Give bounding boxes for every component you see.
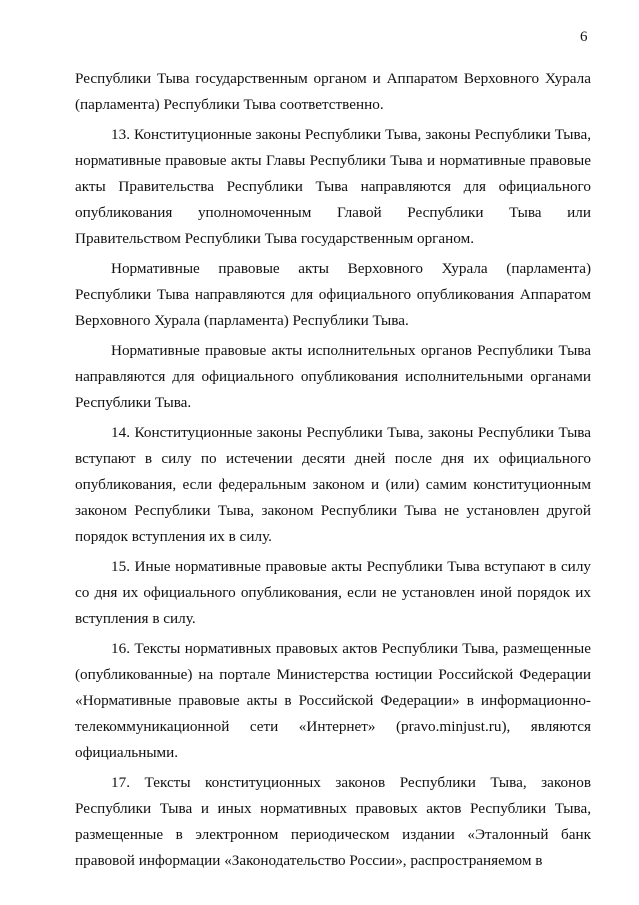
document-body — [75, 66, 591, 878]
paragraph-17: 17. Тексты конституционных законов Республики Тыва, законов Республики Тыва и иных нормативных правовых актов Республики Тыва, размещенные в электронном периодическом издании «Эталонный банк правовой информации «Законодательство России», распространяемом в — [75, 774, 591, 869]
paragraph-15: 15. Иные нормативные правовые акты Республики Тыва вступают в силу со дня их официального опубликования, если не установлен иной порядок их вступления в силу. — [75, 558, 591, 627]
paragraph-continuation: Республики Тыва государственным органом и Аппаратом Верховного Хурала (парламента) Республики Тыва соответственно. — [75, 70, 591, 113]
paragraph-14: 14. Конституционные законы Республики Тыва, законы Республики Тыва вступают в силу по истечении десяти дней после дня их официального опубликования, если федеральным законом и (или) самим конституционным законом Республики Тыва, законом Республики Тыва не установлен другой порядок вступления их в силу. — [75, 424, 591, 545]
page-number: 6 — [580, 29, 588, 45]
paragraph-13-executive-bodies: Нормативные правовые акты исполнительных органов Республики Тыва направляются для официального опубликования исполнительными органами Республики Тыва. — [75, 342, 591, 411]
paragraph-13-supreme-khural: Нормативные правовые акты Верховного Хурала (парламента) Республики Тыва направляются для официального опубликования Аппаратом Верховного Хурала (парламента) Республики Тыва. — [75, 260, 591, 329]
paragraph-16: 16. Тексты нормативных правовых актов Республики Тыва, размещенные (опубликованные) на портале Министерства юстиции Российской Федерации «Нормативные правовые акты в Российской Федерации» в информационно-телекоммуникационной сети «Интернет» (pravo.minjust.ru), являются официальными. — [75, 640, 591, 761]
paragraph-13: 13. Конституционные законы Республики Тыва, законы Республики Тыва, нормативные правовые акты Главы Республики Тыва и нормативные правовые акты Правительства Республики Тыва направляются для официального опубликования уполномоченным Главой Республики Тыва или Правительством Республики Тыва государственным органом. — [75, 126, 591, 247]
